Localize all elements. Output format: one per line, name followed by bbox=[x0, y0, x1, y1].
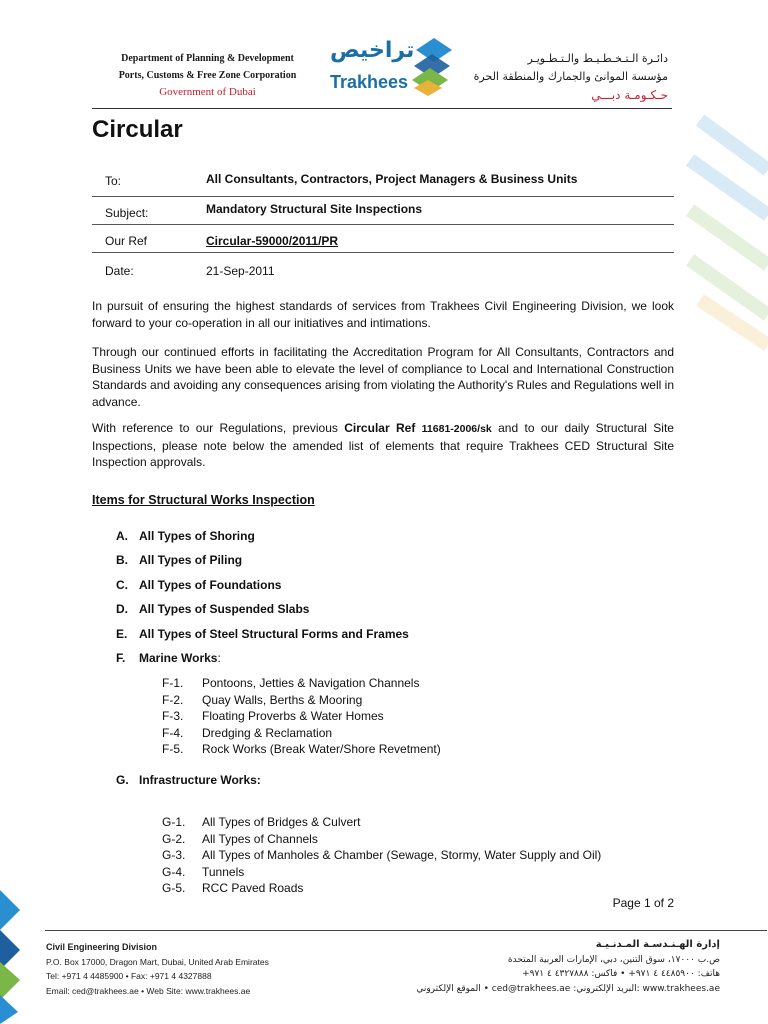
meta-value-ref: Circular-59000/2011/PR bbox=[206, 234, 339, 248]
list-item bbox=[162, 880, 601, 897]
meta-row-date bbox=[92, 252, 674, 280]
footer-arabic bbox=[416, 938, 720, 996]
list-item bbox=[116, 529, 255, 543]
sub-number: G-2. bbox=[162, 831, 186, 846]
item-letter: C. bbox=[116, 578, 128, 592]
header-arabic bbox=[438, 50, 668, 104]
header-divider bbox=[92, 108, 672, 109]
item-label: Marine Works bbox=[139, 651, 218, 665]
footer-address-en: P.O. Box 17000, Dragon Mart, Dubai, United Arab Emirates bbox=[46, 956, 269, 967]
sub-number: F-3. bbox=[162, 709, 184, 723]
footer-division-ar: إدارة الهـنـدسـة المـدنـيـة bbox=[595, 939, 720, 950]
footer-address-ar: ص.ب ١٧٠٠٠، سوق التنين، دبي، الإمارات العربية المتحدة bbox=[507, 954, 720, 965]
list-item bbox=[162, 814, 601, 831]
gov-name-ar: حـكـومـة دبـــي bbox=[591, 88, 668, 102]
sub-number: G-1. bbox=[162, 815, 186, 829]
footer-division-en: Civil Engineering Division bbox=[46, 942, 158, 952]
dept-name-en: Department of Planning & Development bbox=[121, 53, 294, 64]
dept-name-ar: دائـرة الـتـخـطـيـط والـتـطـويـر bbox=[527, 52, 668, 65]
logo-english-text: Trakhees bbox=[330, 72, 409, 92]
list-item bbox=[116, 553, 242, 567]
gov-name-en: Government of Dubai bbox=[159, 86, 256, 98]
sub-label: Tunnels bbox=[202, 864, 245, 879]
item-letter: B. bbox=[116, 553, 128, 567]
item-label: All Types of Suspended Slabs bbox=[139, 602, 310, 616]
sub-label: Quay Walls, Berths & Mooring bbox=[202, 692, 363, 707]
list-item bbox=[162, 864, 601, 881]
list-item bbox=[116, 602, 309, 616]
item-letter: F. bbox=[116, 651, 126, 665]
sub-number: F-1. bbox=[162, 676, 184, 690]
infra-sublist bbox=[162, 814, 601, 897]
sub-number: F-5. bbox=[162, 742, 184, 756]
item-label: All Types of Steel Structural Forms and Frames bbox=[139, 627, 409, 641]
meta-key: Date: bbox=[105, 264, 134, 278]
list-item bbox=[116, 578, 281, 592]
sub-number: G-4. bbox=[162, 864, 186, 879]
sub-label: All Types of Manholes & Chamber (Sewage, Stormy, Water Supply and Oil) bbox=[202, 848, 602, 862]
meta-key: To: bbox=[105, 174, 122, 188]
list-item bbox=[116, 773, 261, 787]
sub-label: Rock Works (Break Water/Shore Revetment) bbox=[202, 742, 441, 756]
list-item bbox=[116, 627, 409, 641]
sub-label: Dredging & Reclamation bbox=[202, 725, 333, 740]
items-heading: Items for Structural Works Inspection bbox=[92, 493, 315, 507]
paragraph-3 bbox=[92, 420, 674, 471]
sub-number: F-2. bbox=[162, 692, 184, 707]
item-letter: G. bbox=[116, 773, 129, 787]
meta-value: Mandatory Structural Site Inspections bbox=[206, 202, 423, 216]
list-item bbox=[162, 692, 441, 709]
page-title: Circular bbox=[92, 116, 183, 143]
list-item bbox=[162, 675, 441, 692]
footer-phone-en: Tel: +971 4 4485900 • Fax: +971 4 4327888 bbox=[46, 971, 212, 981]
sub-label: All Types of Channels bbox=[202, 831, 318, 846]
item-letter: A. bbox=[116, 529, 128, 543]
item-letter: D. bbox=[116, 602, 128, 616]
meta-row-ref bbox=[92, 224, 674, 253]
paragraph-3-part: and to our daily Structural Site Inspections, please note below the amended list of elements that require Trakhees CED Structural Site Inspection approvals. bbox=[92, 421, 674, 469]
list-item bbox=[116, 651, 221, 665]
footer-email-en: Email: ced@trakhees.ae • Web Site: www.trakhees.ae bbox=[46, 985, 251, 996]
sub-number: F-4. bbox=[162, 725, 184, 740]
paragraph-1: In pursuit of ensuring the highest standards of services from Trakhees Civil Engineering Division, we look forward to your co-operation in all our initiatives and intimations. bbox=[92, 299, 674, 330]
circular-ref-label: Circular Ref bbox=[344, 421, 416, 435]
footer-chevrons bbox=[0, 890, 20, 1024]
footer-divider bbox=[45, 930, 767, 931]
circular-ref-number: 11681-2006/sk bbox=[421, 423, 492, 435]
page-number: Page 1 of 2 bbox=[612, 896, 674, 910]
header-english bbox=[110, 50, 305, 101]
sub-label: Floating Proverbs & Water Homes bbox=[202, 709, 384, 723]
meta-value: 21-Sep-2011 bbox=[206, 264, 275, 278]
sub-number: G-3. bbox=[162, 848, 186, 862]
list-item bbox=[162, 741, 441, 758]
meta-row-subject bbox=[92, 196, 674, 225]
sub-label: RCC Paved Roads bbox=[202, 881, 304, 895]
meta-key: Subject: bbox=[105, 206, 149, 220]
corp-name-en: Ports, Customs & Free Zone Corporation bbox=[118, 70, 297, 81]
item-letter: E. bbox=[116, 627, 128, 641]
paragraph-3-part: With reference to our Regulations, previous bbox=[92, 421, 345, 435]
paragraph-2: Through our continued efforts in facilitating the Accreditation Program for All Consultants, Contractors and Business Units we have been able to elevate the level of compliance to Local and International Construction Standards and avoiding any consequences arising from violating the Authority's Rules and Regulations well in advance. bbox=[92, 345, 674, 409]
meta-value: All Consultants, Contractors, Project Managers & Business Units bbox=[206, 172, 578, 186]
item-suffix: : bbox=[217, 651, 221, 665]
sub-label: Pontoons, Jetties & Navigation Channels bbox=[202, 676, 420, 690]
item-label: All Types of Piling bbox=[139, 553, 243, 567]
list-item bbox=[162, 847, 601, 864]
sub-number: G-5. bbox=[162, 881, 186, 895]
list-item bbox=[162, 831, 601, 848]
footer-phone-ar: هاتف: ٤٤٨٥٩٠٠ ٤ ٩٧١+ • فاكس: ٤٣٢٧٨٨٨ ٤ ٩٧١+ bbox=[522, 969, 720, 979]
corp-name-ar: مؤسسة الموانئ والجمارك والمنطقة الحرة bbox=[473, 70, 668, 83]
meta-key: Our Ref bbox=[105, 234, 148, 248]
footer-email-ar: www.trakhees.ae :البريد الإلكتروني: ced@trakhees.ae • الموقع الإلكتروني bbox=[416, 983, 720, 994]
list-item bbox=[162, 708, 441, 725]
sub-label: All Types of Bridges & Culvert bbox=[202, 815, 361, 829]
item-label: All Types of Foundations bbox=[139, 578, 282, 592]
item-label: Infrastructure Works: bbox=[139, 773, 261, 787]
item-label: All Types of Shoring bbox=[139, 529, 255, 543]
logo-arabic-text: تراخيص bbox=[330, 38, 415, 63]
footer-english bbox=[46, 940, 269, 998]
meta-row-to bbox=[92, 168, 674, 197]
marine-sublist bbox=[162, 675, 441, 758]
list-item bbox=[162, 725, 441, 742]
